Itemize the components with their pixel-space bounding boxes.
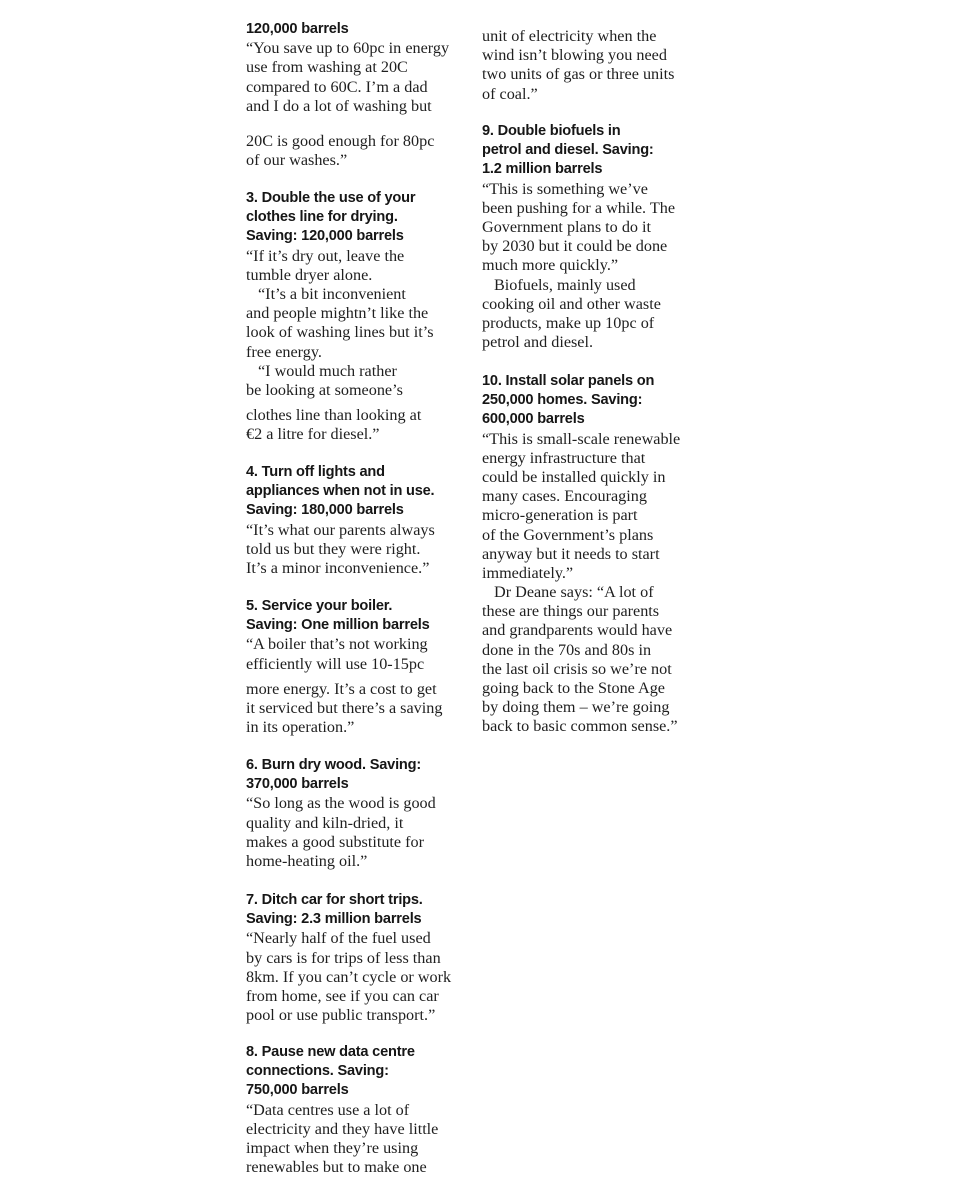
- item-heading: 8. Pause new data centre: [246, 1044, 415, 1060]
- body-line: 20C is good enough for 80pc: [246, 132, 435, 150]
- body-line: unit of electricity when the: [482, 27, 657, 45]
- item-heading: 5. Service your boiler.: [246, 598, 393, 614]
- intro-heading: 120,000 barrels: [246, 21, 349, 37]
- body-line: by doing them – we’re going: [482, 698, 670, 717]
- body-line: compared to 60C. I’m a dad: [246, 77, 428, 96]
- body-line: energy infrastructure that: [482, 448, 646, 467]
- item-heading: petrol and diesel. Saving:: [482, 142, 654, 159]
- body-line: many cases. Encouraging: [482, 487, 647, 506]
- body-line: “This is something we’ve: [482, 179, 648, 198]
- body-line: efficiently will use 10-15pc: [246, 654, 425, 673]
- item-heading: 10. Install solar panels on: [482, 373, 655, 389]
- continued-block: [482, 27, 674, 104]
- body-line: and grandparents would have: [482, 621, 673, 640]
- body-line: and people mightn’t like the: [246, 304, 429, 323]
- body-line: of our washes.”: [246, 151, 348, 170]
- item-8: [246, 1043, 438, 1177]
- body-line: 8km. If you can’t cycle or work: [246, 967, 452, 986]
- body-line: in its operation.”: [246, 718, 355, 737]
- item-heading: Saving: 120,000 barrels: [246, 228, 404, 245]
- body-line: “I would much rather: [258, 361, 397, 380]
- body-line: It’s a minor inconvenience.”: [246, 558, 430, 577]
- body-line: tumble dryer alone.: [246, 265, 373, 284]
- item-9: [482, 122, 675, 352]
- item-heading: 600,000 barrels: [482, 411, 585, 428]
- item-heading: 750,000 barrels: [246, 1082, 349, 1099]
- body-line: micro-generation is part: [482, 506, 638, 525]
- body-line: done in the 70s and 80s in: [482, 640, 652, 659]
- body-line: immediately.”: [482, 563, 574, 582]
- body-line: Dr Deane says: “A lot of: [494, 583, 654, 602]
- item-3: [246, 189, 434, 400]
- item-heading: connections. Saving:: [246, 1063, 389, 1080]
- intro-block: [246, 20, 449, 116]
- body-line: and I do a lot of washing but: [246, 96, 432, 115]
- item-heading: 1.2 million barrels: [482, 161, 603, 178]
- item-heading: Saving: One million barrels: [246, 617, 430, 634]
- intro-block-cont: [246, 132, 434, 170]
- body-line: wind isn’t blowing you need: [482, 46, 667, 65]
- body-line: look of washing lines but it’s: [246, 323, 434, 342]
- body-line: by 2030 but it could be done: [482, 237, 668, 256]
- item-6: [246, 756, 436, 871]
- body-line: of coal.”: [482, 84, 538, 103]
- item-heading: 370,000 barrels: [246, 776, 349, 793]
- body-line: it serviced but there’s a saving: [246, 699, 443, 718]
- body-line: Government plans to do it: [482, 217, 652, 236]
- body-line: “This is small-scale renewable: [482, 429, 681, 448]
- item-heading: 4. Turn off lights and: [246, 464, 385, 480]
- item-heading: 250,000 homes. Saving:: [482, 392, 643, 409]
- item-10: [482, 372, 680, 737]
- body-line: “If it’s dry out, leave the: [246, 246, 405, 265]
- body-line: use from washing at 20C: [246, 58, 408, 77]
- body-line: “It’s a bit inconvenient: [258, 284, 406, 303]
- body-line: more energy. It’s a cost to get: [246, 680, 437, 698]
- body-line: impact when they’re using: [246, 1138, 419, 1157]
- item-heading: 9. Double biofuels in: [482, 123, 621, 139]
- body-line: €2 a litre for diesel.”: [246, 425, 380, 444]
- item-heading: Saving: 180,000 barrels: [246, 502, 404, 519]
- body-line: cooking oil and other waste: [482, 294, 661, 313]
- body-line: “It’s what our parents always: [246, 520, 435, 539]
- item-heading: Saving: 2.3 million barrels: [246, 911, 422, 928]
- item-heading: clothes line for drying.: [246, 209, 398, 226]
- body-line: home-heating oil.”: [246, 851, 368, 870]
- body-line: free energy.: [246, 342, 322, 361]
- body-line: the last oil crisis so we’re not: [482, 659, 672, 678]
- body-line: petrol and diesel.: [482, 333, 594, 352]
- item-5-cont: [246, 680, 442, 738]
- body-line: quality and kiln-dried, it: [246, 813, 404, 832]
- item-7: [246, 891, 451, 1025]
- body-line: anyway but it needs to start: [482, 544, 660, 563]
- body-line: Biofuels, mainly used: [494, 275, 636, 294]
- body-line: “A boiler that’s not working: [246, 635, 428, 654]
- body-line: of the Government’s plans: [482, 525, 654, 544]
- item-3-cont: [246, 406, 421, 444]
- item-heading: 3. Double the use of your: [246, 190, 416, 206]
- item-heading: 7. Ditch car for short trips.: [246, 892, 423, 908]
- body-line: these are things our parents: [482, 602, 660, 621]
- body-line: makes a good substitute for: [246, 832, 425, 851]
- body-line: pool or use public transport.”: [246, 1006, 436, 1025]
- body-line: from home, see if you can car: [246, 986, 439, 1005]
- body-line: told us but they were right.: [246, 539, 421, 558]
- item-heading: 6. Burn dry wood. Saving:: [246, 757, 422, 773]
- body-line: by cars is for trips of less than: [246, 948, 441, 967]
- item-4: [246, 463, 435, 578]
- body-line: been pushing for a while. The: [482, 198, 676, 217]
- body-line: electricity and they have little: [246, 1119, 439, 1138]
- item-heading: appliances when not in use.: [246, 483, 435, 500]
- body-line: back to basic common sense.”: [482, 717, 678, 736]
- body-line: two units of gas or three units: [482, 65, 675, 84]
- body-line: much more quickly.”: [482, 256, 619, 275]
- body-line: could be installed quickly in: [482, 467, 666, 486]
- body-line: “So long as the wood is good: [246, 794, 436, 813]
- body-line: going back to the Stone Age: [482, 679, 665, 698]
- body-line: renewables but to make one: [246, 1158, 427, 1177]
- body-line: be looking at someone’s: [246, 380, 403, 399]
- body-line: “Data centres use a lot of: [246, 1100, 410, 1119]
- body-line: clothes line than looking at: [246, 406, 422, 424]
- body-line: products, make up 10pc of: [482, 313, 655, 332]
- body-line: “You save up to 60pc in energy: [246, 39, 450, 58]
- body-line: “Nearly half of the fuel used: [246, 929, 431, 948]
- item-5: [246, 597, 430, 674]
